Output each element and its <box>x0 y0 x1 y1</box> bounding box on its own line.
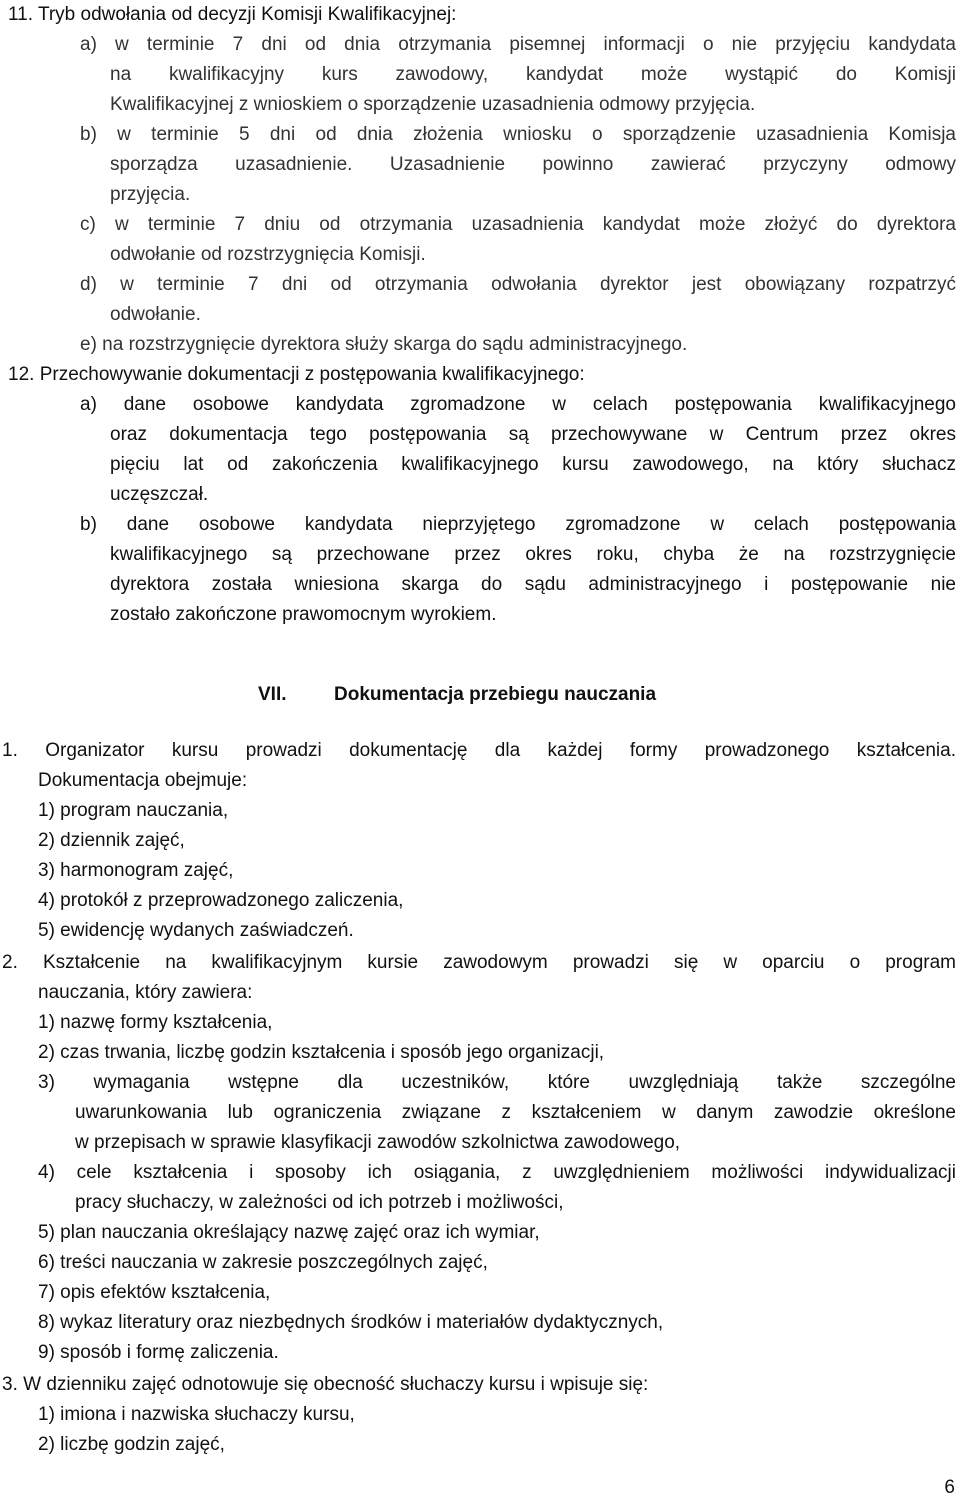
section-12-line: b) dane osobowe kandydata nieprzyjętego zgromadzone w celach postępowania <box>80 514 956 535</box>
list-item: 2) czas trwania, liczbę godzin kształcenia i sposób jego organizacji, <box>38 1042 605 1063</box>
list-item-continuation: uwarunkowania lub ograniczenia związane z kształceniem w danym zawodzie określone <box>75 1102 956 1123</box>
section-12-line: pięciu lat od zakończenia kwalifikacyjnego kursu zawodowego, na który słuchacz <box>110 454 956 475</box>
section-12-line: zostało zakończone prawomocnym wyrokiem. <box>110 604 497 625</box>
section-11-line: odwołanie od rozstrzygnięcia Komisji. <box>110 244 426 265</box>
list-item: 2) dziennik zajęć, <box>38 830 185 851</box>
list-item: 3) wymagania wstępne dla uczestników, które uwzględniają także szczególne <box>38 1072 956 1093</box>
list-item: 5) ewidencję wydanych zaświadczeń. <box>38 920 354 941</box>
section-11-heading: 11. Tryb odwołania od decyzji Komisji Kwalifikacyjnej: <box>8 4 457 25</box>
section-11-line: e) na rozstrzygnięcie dyrektora służy skarga do sądu administracyjnego. <box>80 334 688 355</box>
section-12-heading: 12. Przechowywanie dokumentacji z postępowania kwalifikacyjnego: <box>8 364 585 385</box>
section-12-line: kwalifikacyjnego są przechowane przez okres roku, chyba że na rozstrzygnięcie <box>110 544 956 565</box>
list-item: 2) liczbę godzin zajęć, <box>38 1434 225 1455</box>
section-12-line: uczęszczał. <box>110 484 209 505</box>
section-11-line: sporządza uzasadnienie. Uzasadnienie powinno zawierać przyczyny odmowy <box>110 154 956 175</box>
section-11-line: a) w terminie 7 dni od dnia otrzymania pisemnej informacji o nie przyjęciu kandydata <box>80 34 956 55</box>
section-11-line: c) w terminie 7 dniu od otrzymania uzasadnienia kandydat może złożyć do dyrektora <box>80 214 956 235</box>
list-item: 1) nazwę formy kształcenia, <box>38 1012 273 1033</box>
list-item: 1) program nauczania, <box>38 800 229 821</box>
list-item: 7) opis efektów kształcenia, <box>38 1282 271 1303</box>
list-item: 3) harmonogram zajęć, <box>38 860 234 881</box>
paragraph-1-line: 1. Organizator kursu prowadzi dokumentację dla każdej formy prowadzonego kształcenia. <box>2 740 956 761</box>
chapter-number: VII. <box>258 684 287 705</box>
paragraph-3-line: 3. W dzienniku zajęć odnotowuje się obecność słuchaczy kursu i wpisuje się: <box>2 1374 649 1395</box>
chapter-title: Dokumentacja przebiegu nauczania <box>334 684 657 705</box>
section-12-line: a) dane osobowe kandydata zgromadzone w celach postępowania kwalifikacyjnego <box>80 394 956 415</box>
list-item: 5) plan nauczania określający nazwę zajęć oraz ich wymiar, <box>38 1222 540 1243</box>
list-item-continuation: w przepisach w sprawie klasyfikacji zawodów szkolnictwa zawodowego, <box>75 1132 681 1153</box>
list-item: 1) imiona i nazwiska słuchaczy kursu, <box>38 1404 355 1425</box>
list-item: 9) sposób i formę zaliczenia. <box>38 1342 279 1363</box>
section-11-line: odwołanie. <box>110 304 201 325</box>
section-11-line: b) w terminie 5 dni od dnia złożenia wniosku o sporządzenie uzasadnienia Komisja <box>80 124 956 145</box>
paragraph-2-line: nauczania, który zawiera: <box>38 982 253 1003</box>
list-item: 4) protokół z przeprowadzonego zaliczenia, <box>38 890 404 911</box>
section-12-line: oraz dokumentacja tego postępowania są przechowywane w Centrum przez okres <box>110 424 956 445</box>
paragraph-2-line: 2. Kształcenie na kwalifikacyjnym kursie zawodowym prowadzi się w oparciu o program <box>2 952 956 973</box>
list-item: 6) treści nauczania w zakresie poszczególnych zajęć, <box>38 1252 488 1273</box>
page-number: 6 <box>944 1477 955 1498</box>
list-item: 8) wykaz literatury oraz niezbędnych środków i materiałów dydaktycznych, <box>38 1312 664 1333</box>
list-item-continuation: pracy słuchaczy, w zależności od ich potrzeb i możliwości, <box>75 1192 564 1213</box>
section-11-line: d) w terminie 7 dni od otrzymania odwołania dyrektor jest obowiązany rozpatrzyć <box>80 274 956 295</box>
paragraph-1-line: Dokumentacja obejmuje: <box>38 770 248 791</box>
list-item: 4) cele kształcenia i sposoby ich osiągania, z uwzględnieniem możliwości indywidualizacji <box>38 1162 956 1183</box>
section-11-line: Kwalifikacyjnej z wnioskiem o sporządzenie uzasadnienia odmowy przyjęcia. <box>110 94 756 115</box>
section-11-line: przyjęcia. <box>110 184 191 205</box>
section-11-line: na kwalifikacyjny kurs zawodowy, kandydat może wystąpić do Komisji <box>110 64 956 85</box>
section-12-line: dyrektora została wniesiona skarga do sądu administracyjnego i postępowanie nie <box>110 574 956 595</box>
